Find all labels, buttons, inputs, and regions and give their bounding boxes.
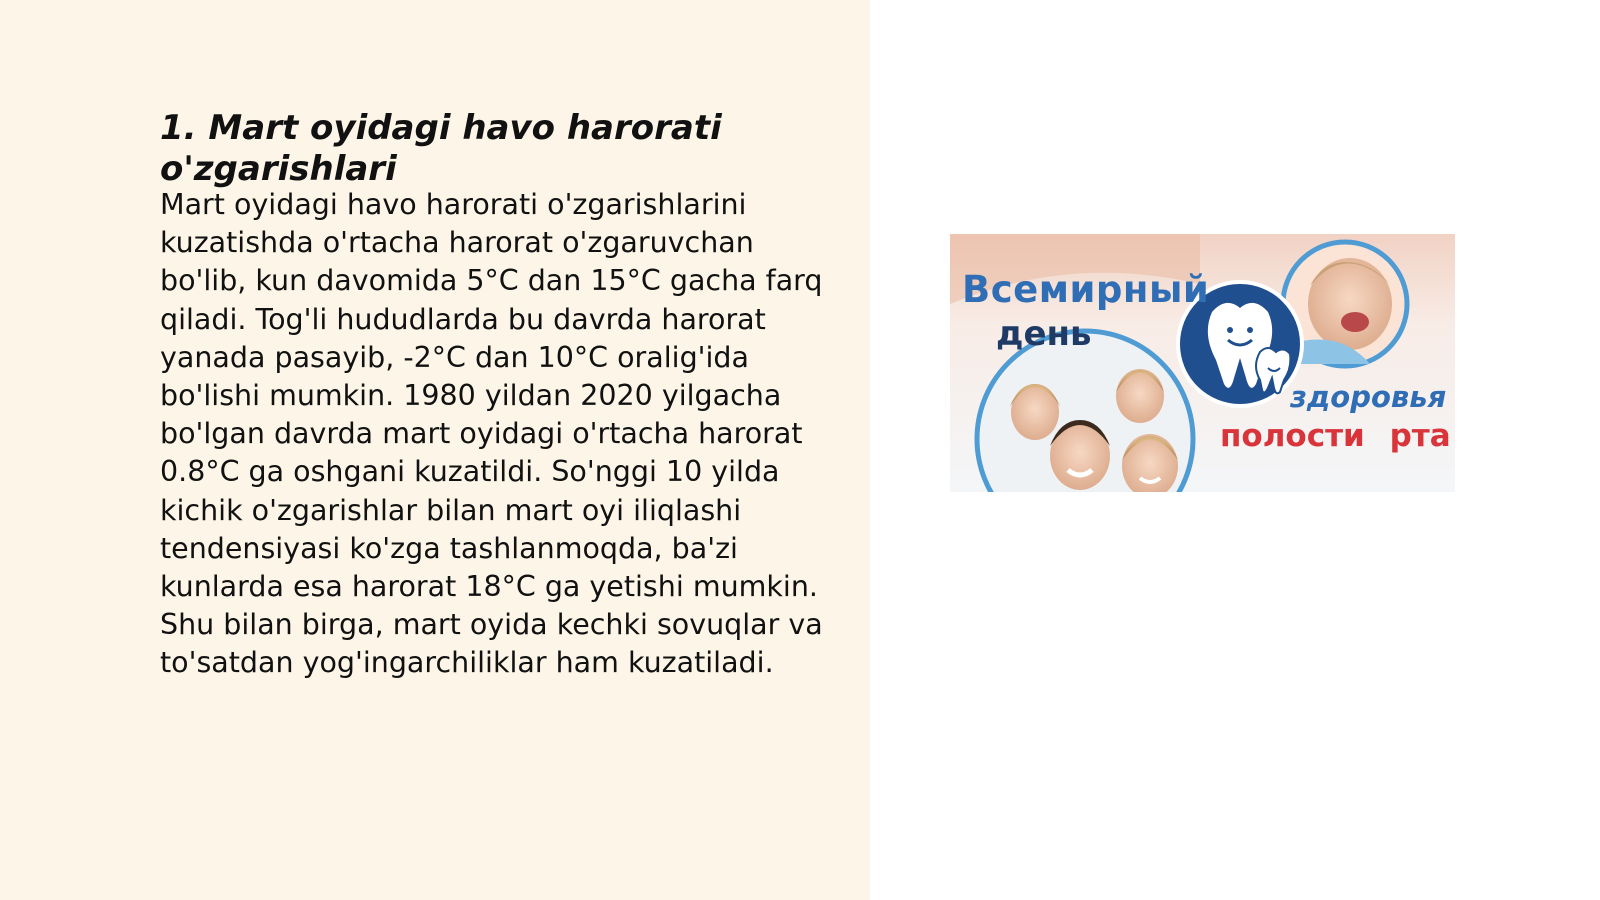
banner-title-text: Всемирный (962, 268, 1210, 311)
banner-subtitle-text: день (996, 314, 1092, 354)
banner-oral-cavity-text: полости рта (1220, 418, 1451, 454)
slide-body-text: Mart oyidagi havo harorati o'zgarishlarini kuzatishda o'rtacha harorat o'zgaruvchan bo'lib, kun davomida 5°C dan 15°C gacha farq qiladi. Tog'li hududlarda bu davrda harorat yanada pasayib, -2°C dan 10°C oralig'ida bo'lishi mumkin. 1980 yildan 2020 yilgacha bo'lgan davrda mart oyidagi o'rtacha harorat 0.8°C ga oshgani kuzatildi. So'nggi 10 yilda kichik o'zgarishlar bilan mart oyi iliqlashi tendensiyasi ko'zga tashlanmoqda, ba'zi kunlarda esa harorat 18°C ga yetishi mumkin. Shu bilan birga, mart oyida kechki sovuqlar va to'satdan yog'ingarchiliklar ham kuzatiladi. (160, 188, 823, 680)
banner-health-text: здоровья (1290, 380, 1447, 414)
slide-title: 1. Mart oyidagi havo harorati o'zgarishlari (160, 108, 722, 189)
dental-health-day-banner (950, 234, 1455, 492)
